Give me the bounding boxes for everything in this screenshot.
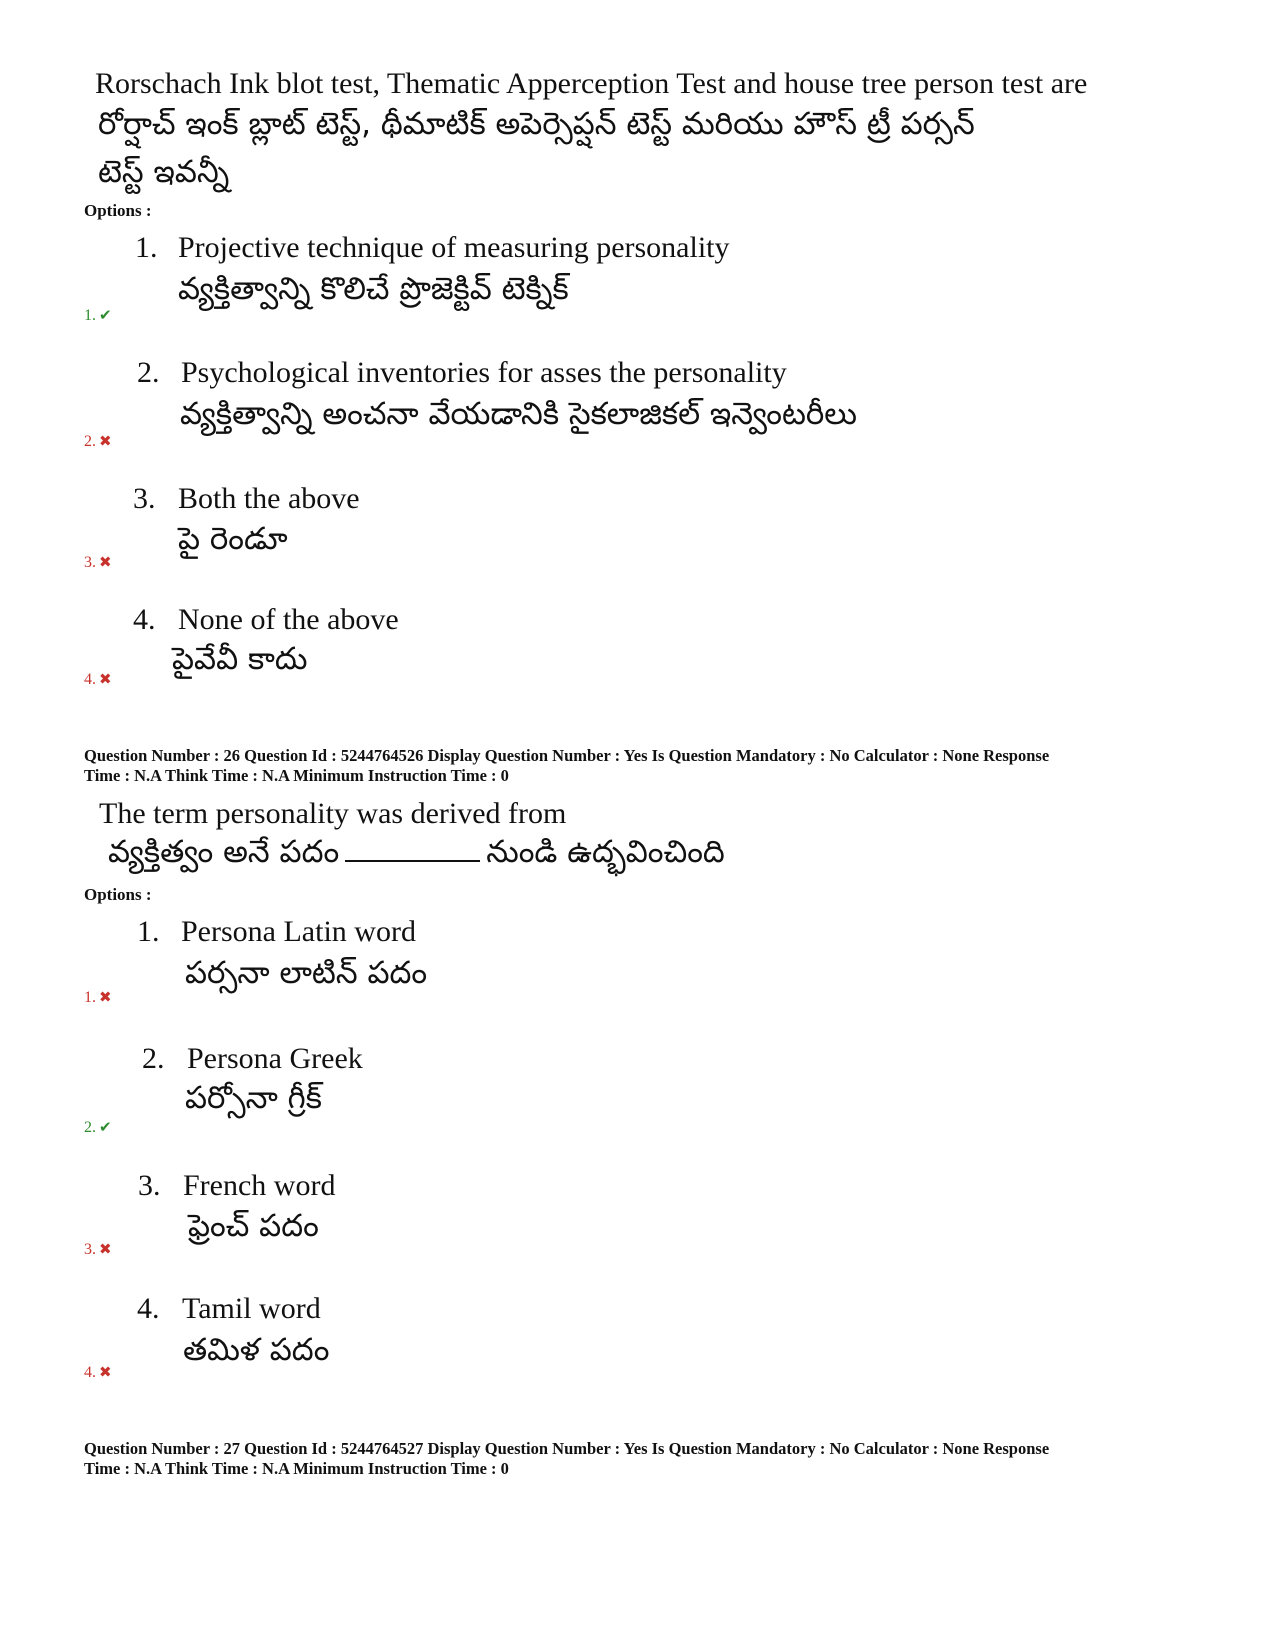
q26-option-1-number: 1.	[137, 915, 160, 948]
answer-blank	[345, 836, 480, 862]
q25-options-label: Options :	[84, 201, 152, 220]
q26-meta-line1: Question Number : 26 Question Id : 5244764526 Display Question Number : Yes Is Question Mandatory : No Calculator : None Response	[84, 746, 1050, 765]
cross-icon: ✖	[99, 432, 112, 450]
cross-icon: ✖	[99, 988, 112, 1006]
q25-option-2-mark-number: 2.	[84, 433, 96, 450]
q26-option-2-text-en: Persona Greek	[187, 1042, 363, 1075]
q26-option-2-mark	[84, 1118, 112, 1137]
q26-option-1-mark	[84, 988, 112, 1007]
q25-option-3-mark	[84, 553, 112, 572]
q25-option-2-number: 2.	[137, 356, 160, 389]
q25-text-te-line1: రోర్షాచ్ ఇంక్ బ్లాట్ టెస్ట్, థీమాటిక్ అపెర్సెప్షన్ టెస్ట్ మరియు హౌస్ ట్రీ పర్సన్	[98, 106, 975, 142]
q26-option-2-text-te: పర్సోనా గ్రీక్	[185, 1080, 322, 1116]
q26-meta-line2: Time : N.A Think Time : N.A Minimum Instruction Time : 0	[84, 766, 509, 785]
q26-option-4-text-te: తమిళ పదం	[183, 1332, 330, 1368]
q25-option-1-text-te: వ్యక్తిత్వాన్ని కొలిచే ప్రొజెక్టివ్ టెక్నిక్	[178, 271, 569, 307]
q25-option-2-text-te: వ్యక్తిత్వాన్ని అంచనా వేయడానికి సైకలాజికల్ ఇన్వెంటరీలు	[180, 396, 857, 432]
cross-icon: ✖	[99, 670, 112, 688]
q25-option-3-text-en: Both the above	[178, 482, 360, 515]
q26-option-2-mark-number: 2.	[84, 1119, 96, 1136]
q26-option-1-text-te: పర్సనా లాటిన్ పదం	[185, 955, 428, 991]
q25-option-4-number: 4.	[133, 603, 156, 636]
q25-option-2-text-en: Psychological inventories for asses the personality	[181, 356, 787, 389]
q26-option-3-mark-number: 3.	[84, 1241, 96, 1258]
check-icon: ✔	[99, 1118, 112, 1136]
q26-option-2-number: 2.	[142, 1042, 165, 1075]
cross-icon: ✖	[99, 1240, 112, 1258]
q26-option-4-mark	[84, 1363, 112, 1382]
q25-option-4-mark-number: 4.	[84, 671, 96, 688]
q26-meta	[84, 746, 1194, 786]
q26-option-4-mark-number: 4.	[84, 1364, 96, 1381]
q26-option-3-text-te: ఫ్రెంచ్ పదం	[188, 1208, 319, 1244]
q25-text-te-line2: టెస్ట్ ఇవన్నీ	[98, 154, 230, 190]
q26-option-4-number: 4.	[137, 1292, 160, 1325]
q25-option-3-mark-number: 3.	[84, 554, 96, 571]
q25-option-3-number: 3.	[133, 482, 156, 515]
q26-option-3-mark	[84, 1240, 112, 1259]
q25-option-2-mark	[84, 432, 112, 451]
q25-option-3-text-te: పై రెండూ	[178, 521, 288, 557]
q26-option-1-mark-number: 1.	[84, 989, 96, 1006]
q25-option-1-mark-number: 1.	[84, 307, 96, 324]
q27-meta	[84, 1439, 1194, 1479]
q25-option-1-number: 1.	[135, 231, 158, 264]
q25-option-4-mark	[84, 670, 112, 689]
q26-text-te-part2: నుండి ఉద్భవించింది	[486, 834, 725, 870]
q26-options-label: Options :	[84, 885, 152, 904]
q25-option-1-mark	[84, 306, 112, 325]
q26-text-en: The term personality was derived from	[99, 797, 567, 830]
q25-option-4-text-en: None of the above	[178, 603, 399, 636]
cross-icon: ✖	[99, 1363, 112, 1381]
q25-option-4-text-te: పైవేవీ కాదు	[172, 641, 308, 677]
q26-option-1-text-en: Persona Latin word	[181, 915, 416, 948]
q26-option-3-text-en: French word	[183, 1169, 336, 1202]
q26-option-4-text-en: Tamil word	[182, 1292, 321, 1325]
q25-option-1-text-en: Projective technique of measuring personality	[178, 231, 730, 264]
q26-option-3-number: 3.	[138, 1169, 161, 1202]
q25-text-en: Rorschach Ink blot test, Thematic Apperception Test and house tree person test are	[95, 67, 1088, 100]
check-icon: ✔	[99, 306, 112, 324]
q26-text-te-part1: వ్యక్తిత్వం అనే పదం	[108, 834, 340, 870]
q27-meta-line1: Question Number : 27 Question Id : 5244764527 Display Question Number : Yes Is Question Mandatory : No Calculator : None Response	[84, 1439, 1050, 1458]
q26-text-te	[108, 834, 725, 877]
cross-icon: ✖	[99, 553, 112, 571]
q27-meta-line2: Time : N.A Think Time : N.A Minimum Instruction Time : 0	[84, 1459, 509, 1478]
